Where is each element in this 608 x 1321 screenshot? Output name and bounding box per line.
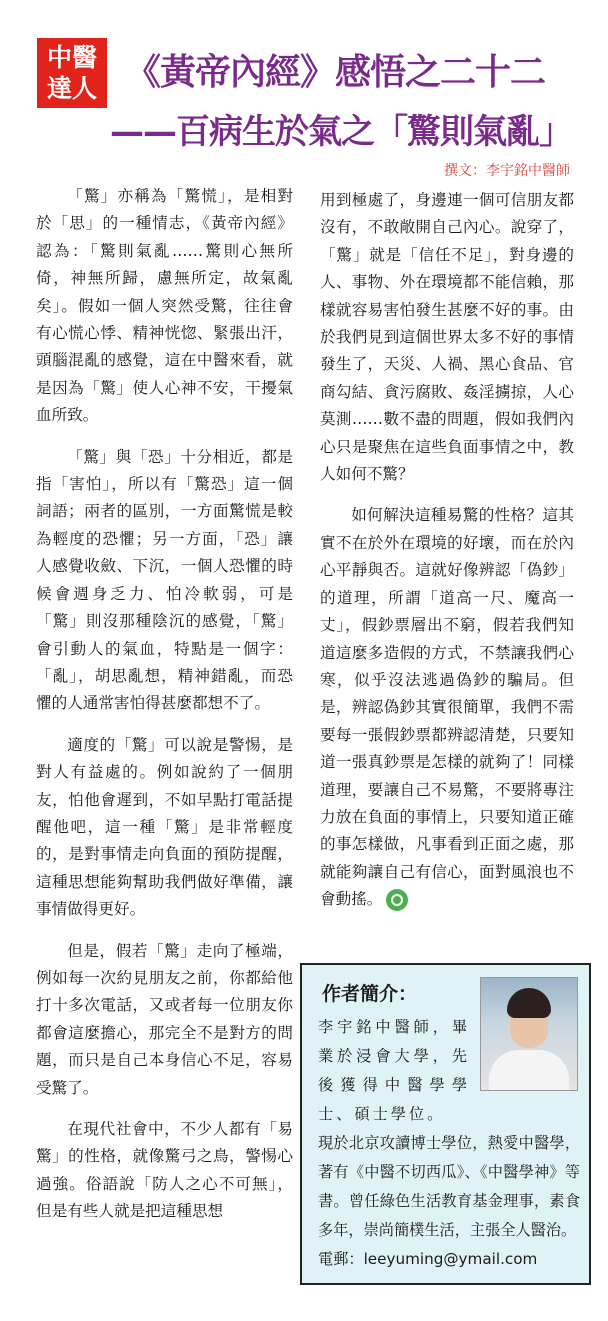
- paragraph: 在現代社會中，不少人都有「易驚」的性格，就像驚弓之鳥，警惕心過強。俗語說「防人之心不可無」，但是有些人就是把這種思想: [36, 1120, 293, 1221]
- paragraph: 但是，假若「驚」走向了極端，例如每一次約見朋友之前，你都給他打十多次電話，又或者每一位朋友你都會這麼擔心，那完全不是對方的問題，而只是自己本身信心不足，容易受驚了。: [36, 941, 293, 1097]
- author-bio-rest: 現於北京攻讀博士學位，熱愛中醫學，著有《中醫不切西瓜》、《中醫學神》等書。曾任綠色生活教育基金理事，素食多年，崇尚簡樸生活，主張全人醫治。: [318, 1134, 580, 1239]
- email-label: 電郵：: [318, 1250, 364, 1268]
- author-profile-box: [300, 963, 591, 1285]
- end-mark-icon: [386, 889, 408, 911]
- article-left-column: [36, 183, 293, 1240]
- paragraph: [320, 502, 574, 913]
- article-subtitle: ——百病生於氣之「驚則氣亂」: [110, 112, 572, 152]
- paragraph-continuation: 用到極處了，身邊連一個可信朋友都沒有，不敢敞開自己內心。說穿了，「驚」就是「信任不足」，對身邊的人、事物、外在環境都不能信賴，那樣就容易害怕發生甚麼不好的事。由於我們見到這個世界太多不好的事情發生了，天災、人禍、黑心食品、官商勾結、貪污腐敗、姦淫擄掠，人心莫測……數不盡的問題，假如我們內心只是聚焦在這些負面事情之中，教人如何不驚？: [320, 191, 574, 484]
- column-badge: 中醫達人: [37, 38, 107, 108]
- paragraph: 「驚」亦稱為「驚慌」，是相對於「思」的一種情志，《黃帝內經》認為：「驚則氣亂……驚則心無所倚，神無所歸，慮無所定，故氣亂矣」。假如一個人突然受驚，往往會有心慌心悸、精神恍惚、緊張出汗，頭腦混亂的感覺，這在中醫來看，就是因為「驚」使人心神不安，干擾氣血所致。: [36, 187, 293, 425]
- paragraph: 「驚」與「恐」十分相近，都是指「害怕」，所以有「驚恐」這一個詞語；兩者的區別，一方面驚慌是較為輕度的恐懼；另一方面，「恐」讓人感覺收斂、下沉，一個人恐懼的時候會週身乏力、怕冷軟弱，可是「驚」則沒那種陰沉的感覺，「驚」會引動人的氣血，特點是一個字：「亂」，胡思亂想，精神錯亂，而恐懼的人通常害怕得甚麼都想不了。: [36, 447, 293, 713]
- paragraph: 適度的「驚」可以說是警惕，是對人有益處的。例如說約了一個朋友，怕他會遲到，不如早點打電話提醒他吧，這一種「驚」是非常輕度的，是對事情走向負面的預防提醒，這種思想能夠幫助我們做好準備，讓事情做得更好。: [36, 735, 293, 919]
- byline: 撰文：李宇銘中醫師: [444, 163, 570, 179]
- author-section-title: 作者簡介：: [322, 983, 418, 1005]
- author-bio-intro: 李宇銘中醫師，畢業於浸會大學，先後獲得中醫學學士、碩士學位。: [318, 1018, 470, 1123]
- author-email[interactable]: leeyuming@ymail.com: [363, 1250, 538, 1268]
- article-right-column: [320, 187, 574, 928]
- author-bio: [318, 1013, 580, 1274]
- paragraph-text: 如何解決這種易驚的性格？這其實不在於外在環境的好壞，而在於內心平靜與否。這就好像辨認「偽鈔」的道理，所謂「道高一尺、魔高一丈」，假鈔票層出不窮，假若我們知道這麼多造假的方式，不禁讓我們心寒，似乎沒法逃過偽鈔的騙局。但是，辨認偽鈔其實很簡單，我們不需要每一張假鈔票都辨認清楚，只要知道一張真鈔票是怎樣的就夠了！同樣道理，要讓自己不易驚，不要將專注力放在負面的事情上，只要知道正確的事怎樣做，凡事看到正面之處，那就能夠讓自己有信心，面對風浪也不會動搖。: [320, 506, 574, 909]
- article-title: 《黃帝內經》感悟之二十二: [125, 52, 546, 93]
